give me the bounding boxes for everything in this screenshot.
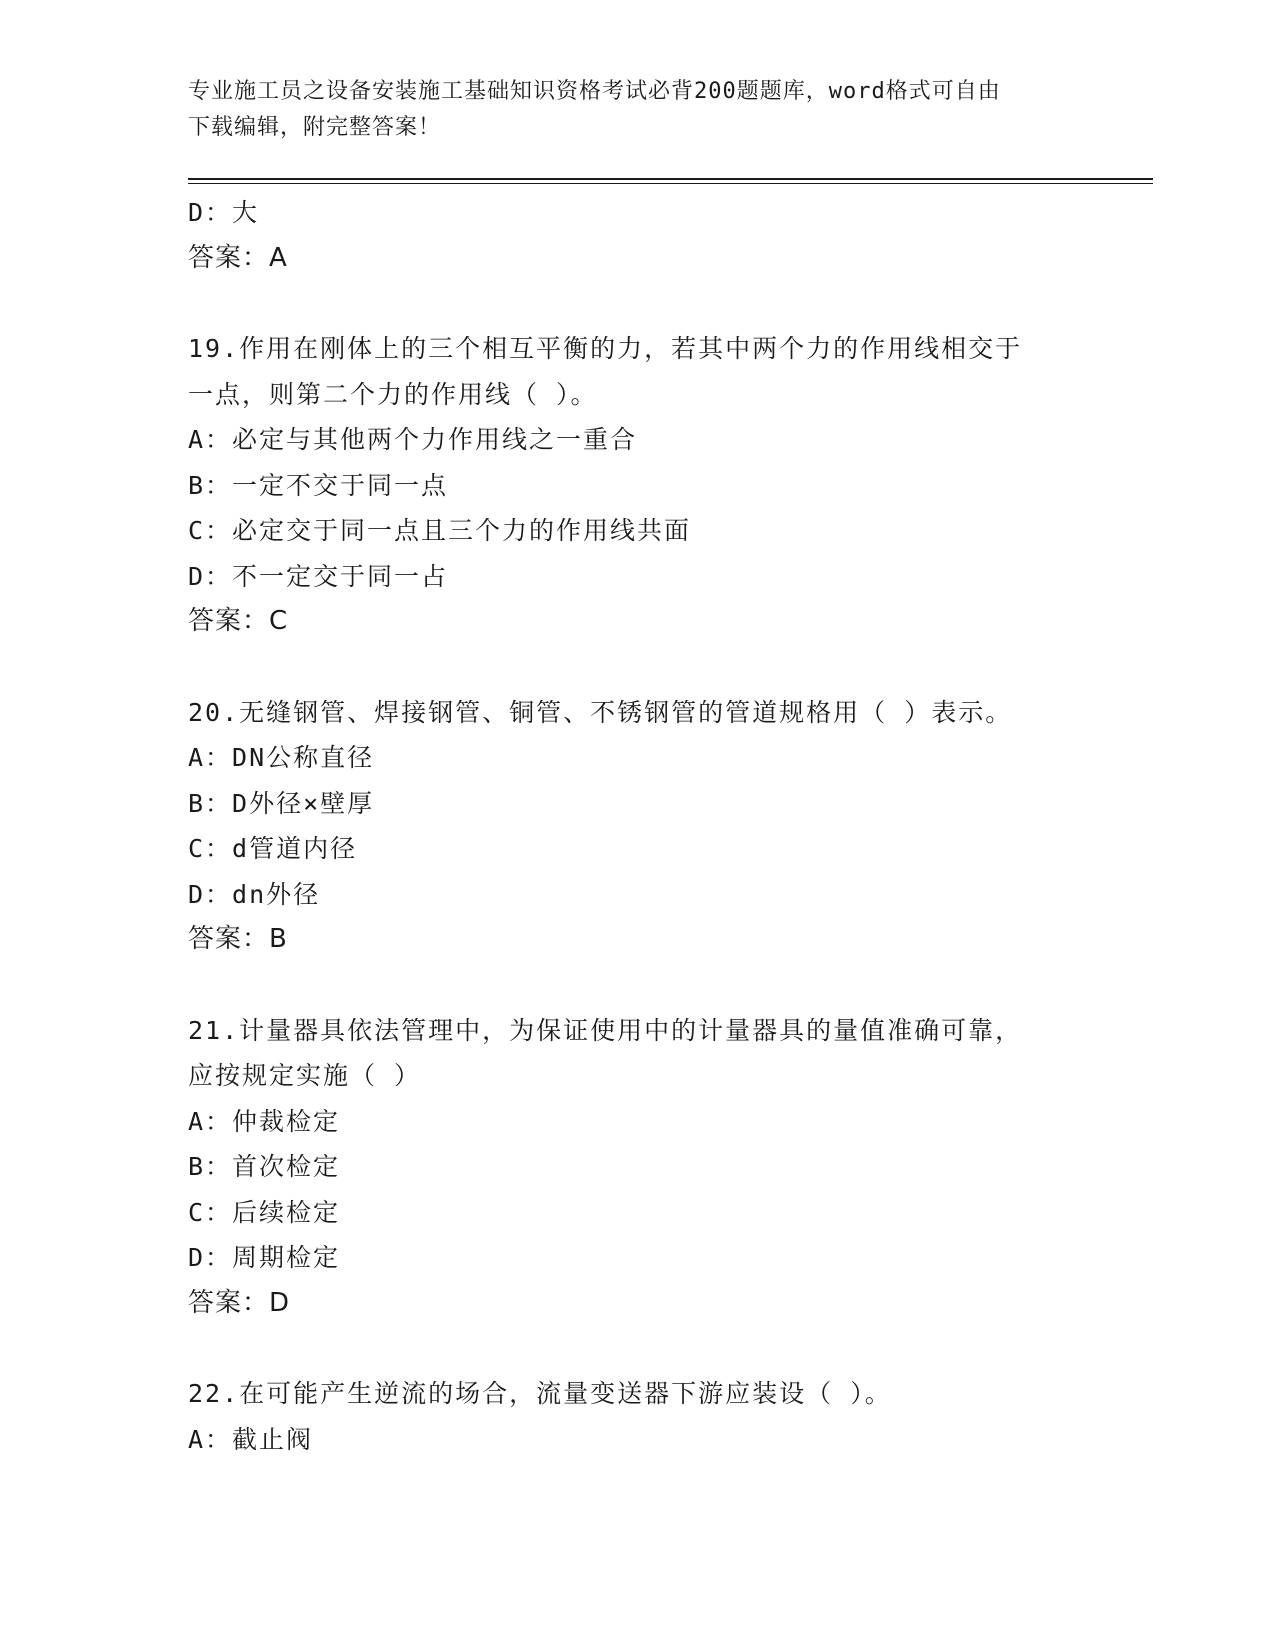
answer: 答案：B bbox=[188, 924, 288, 954]
option-b: B：一定不交于同一点 bbox=[188, 470, 449, 500]
option-b: B：D外径×壁厚 bbox=[188, 788, 375, 818]
option-d: D：周期检定 bbox=[188, 1243, 341, 1272]
question-20 bbox=[188, 690, 1108, 963]
option-a: A：DN公称直径 bbox=[188, 743, 375, 772]
header-title-line1: 专业施工员之设备安装施工基础知识资格考试必背200题题库，word格式可自由 bbox=[188, 79, 1001, 104]
option-d: D：不一定交于同一占 bbox=[188, 561, 449, 591]
option-b: B：首次检定 bbox=[188, 1152, 341, 1181]
header-rule-thick bbox=[188, 178, 1153, 180]
option-c: C：d管道内径 bbox=[188, 834, 358, 863]
question-stem: 20.无缝钢管、焊接钢管、铜管、不锈钢管的管道规格用（ ）表示。 bbox=[188, 697, 1013, 727]
question-21 bbox=[188, 1008, 1108, 1327]
answer: 答案：C bbox=[188, 606, 289, 636]
page-header bbox=[188, 74, 1088, 146]
question-stem: 19.作用在刚体上的三个相互平衡的力，若其中两个力的作用线相交于 bbox=[188, 334, 1023, 363]
spacer bbox=[188, 281, 1108, 326]
prev-option-d: D：大 bbox=[188, 198, 260, 227]
question-19 bbox=[188, 326, 1108, 645]
option-a: A：截止阀 bbox=[188, 1424, 314, 1454]
option-c: C：后续检定 bbox=[188, 1197, 341, 1227]
spacer bbox=[188, 963, 1108, 1008]
answer: 答案：D bbox=[188, 1287, 291, 1318]
header-title-line2: 下载编辑，附完整答案！ bbox=[188, 115, 442, 140]
spacer bbox=[188, 1326, 1108, 1371]
header-rule-thin bbox=[188, 183, 1153, 184]
option-c: C：必定交于同一点且三个力的作用线共面 bbox=[188, 516, 692, 545]
question-stem: 22.在可能产生逆流的场合，流量变送器下游应装设（ ）。 bbox=[188, 1379, 892, 1408]
option-a: A：仲裁检定 bbox=[188, 1106, 341, 1136]
question-stem: 21.计量器具依法管理中，为保证使用中的计量器具的量值准确可靠， bbox=[188, 1015, 1023, 1045]
spacer bbox=[188, 645, 1108, 690]
question-content bbox=[188, 190, 1108, 1462]
prev-answer: 答案：A bbox=[188, 242, 288, 273]
question-stem-cont: 应按规定实施（ ） bbox=[188, 1061, 422, 1090]
question-stem-cont: 一点，则第二个力的作用线（ ）。 bbox=[188, 379, 598, 409]
question-22 bbox=[188, 1371, 1108, 1462]
option-a: A：必定与其他两个力作用线之一重合 bbox=[188, 425, 638, 454]
option-d: D：dn外径 bbox=[188, 879, 321, 909]
